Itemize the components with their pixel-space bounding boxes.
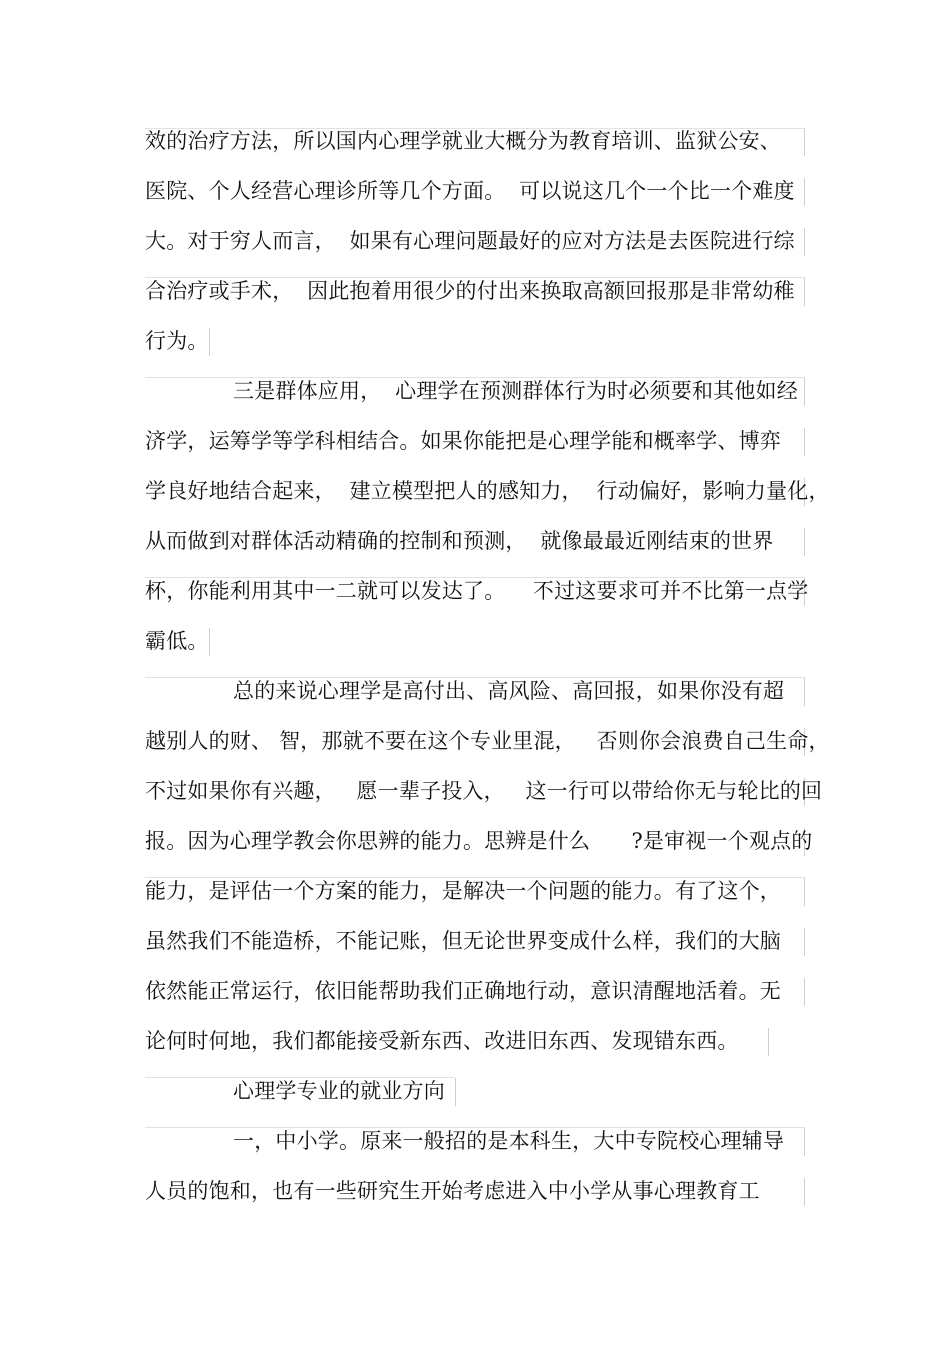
table-rule [804,678,805,706]
text-line: 医院、个人经营心理诊所等几个方面。 可以说这几个一个比一个难度 [145,179,795,203]
table-rule [804,178,805,206]
table-rule [804,428,805,456]
text-line: 人员的饱和，也有一些研究生开始考虑进入中小学从事心理教育工 [145,1179,760,1203]
table-rule [209,328,210,356]
table-rule [455,1078,456,1106]
text-line: 不过如果你有兴趣， 愿一辈子投入， 这一行可以带给你无与轮比的回 [145,779,823,803]
table-rule [804,528,805,556]
text-line: 论何时何地，我们都能接受新东西、改进旧东西、发现错东西。 [145,1029,739,1053]
table-rule [804,278,805,306]
table-rule [804,978,805,1006]
table-rule [804,1178,805,1206]
text-line: 霸低。 [145,629,209,653]
text-line: 行为。 [145,329,209,353]
text-line: 杯，你能利用其中一二就可以发达了。 不过这要求可并不比第一点学 [145,579,809,603]
table-rule [804,1128,805,1156]
table-rule [804,128,805,156]
text-line: 虽然我们不能造桥，不能记账，但无论世界变成什么样，我们的大脑 [145,929,781,953]
paragraph-first-line: 一，中小学。原来一般招的是本科生，大中专院校心理辅导 [233,1129,785,1153]
text-line: 能力，是评估一个方案的能力，是解决一个问题的能力。有了这个， [145,879,781,903]
paragraph-first-line: 总的来说心理学是高付出、高风险、高回报，如果你没有超 [233,679,785,703]
section-heading: 心理学专业的就业方向 [233,1079,445,1103]
text-line: 越别人的财、 智，那就不要在这个专业里混， 否则你会浪费自己生命， [145,729,830,753]
table-rule [804,378,805,406]
text-line: 依然能正常运行，依旧能帮助我们正确地行动，意识清醒地活着。无 [145,979,781,1003]
text-line: 合治疗或手术， 因此抱着用很少的付出来换取高额回报那是非常幼稚 [145,279,795,303]
text-line: 报。因为心理学教会你思辨的能力。思辨是什么 ?是审视一个观点的 [145,829,813,853]
table-rule [804,878,805,906]
text-line: 效的治疗方法，所以国内心理学就业大概分为教育培训、监狱公安、 [145,129,781,153]
table-rule [804,928,805,956]
text-line: 大。对于穷人而言， 如果有心理问题最好的应对方法是去医院进行综 [145,229,795,253]
text-line: 从而做到对群体活动精确的控制和预测， 就像最最近刚结束的世界 [145,529,774,553]
text-line: 学良好地结合起来， 建立模型把人的感知力， 行动偏好，影响力量化， [145,479,830,503]
table-rule [804,228,805,256]
text-line: 济学，运筹学等学科相结合。如果你能把是心理学能和概率学、博弈 [145,429,781,453]
table-rule [768,1028,769,1056]
paragraph-first-line: 三是群体应用， 心理学在预测群体行为时必须要和其他如经 [233,379,798,403]
table-rule [209,628,210,656]
